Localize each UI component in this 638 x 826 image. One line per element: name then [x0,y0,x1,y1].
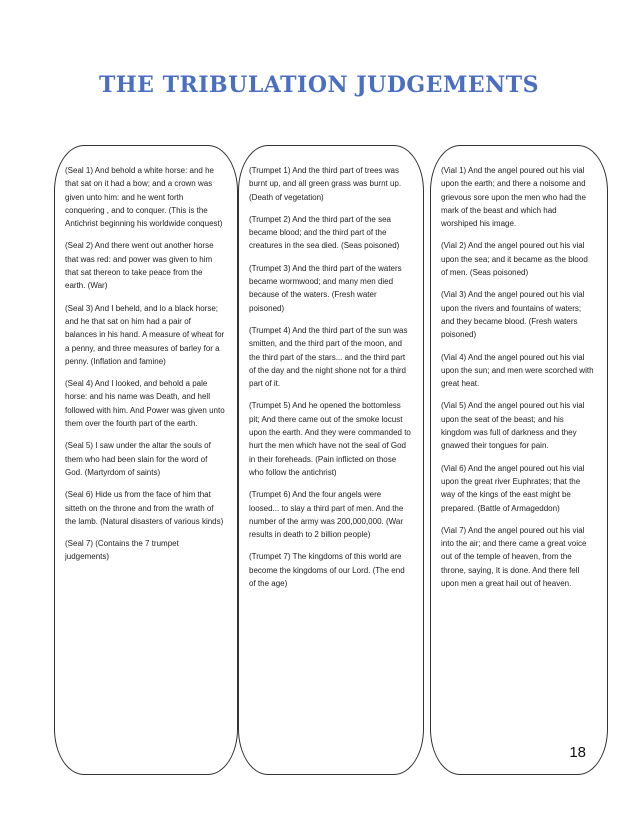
page-number: 18 [569,744,586,761]
seal-judgements-scroll [54,145,238,775]
seal-7-paragraph: (Seal 7) (Contains the 7 trumpet judgements) [65,539,179,562]
vial-7-paragraph: (Vial 7) And the angel poured out his vial into the air; and there came a great voice out of the temple of heaven, from the throne, saying, It is done. And there fell upon men a great hail out of heaven. [441,525,587,589]
vial-5-paragraph: (Vial 5) And the angel poured out his vial upon the seat of the beast; and his kingdom was full of darkness and they gnawed their tongues for pain. [441,401,585,451]
vial-2-paragraph: (Vial 2) And the angel poured out his vial upon the sea; and it became as the blood of men. (Seas poisoned) [441,241,588,278]
seal-4-paragraph: (Seal 4) And I looked, and behold a pale horse: and his name was Death, and hell followed with him. And Power was given unto them over the fourth part of the earth. [65,379,225,429]
trumpet-1-paragraph: (Trumpet 1) And the third part of trees was burnt up, and all green grass was burnt up. (Death of vegetation) [249,166,402,202]
seal-6-paragraph: (Seal 6) Hide us from the face of him that sitteth on the throne and from the wrath of the lamb. (Natural disasters of various kinds) [65,490,224,526]
trumpet-4-paragraph: (Trumpet 4) And the third part of the sun was smitten, and the third part of the moon, and the third part of the stars... and the third part of the day and the night shone not for a third part of it. [249,325,408,389]
trumpet-6-paragraph: (Trumpet 6) And the four angels were loosed... to slay a third part of men. And the number of the army was 200,000,000. (War results in death to 2 billion people) [249,490,404,540]
vial-1-paragraph: (Vial 1) And the angel poured out his vial upon the earth; and there a noisome and grievous sore upon the men who had the mark of the beast and which had worshiped his image. [441,166,586,229]
trumpet-7-paragraph: (Trumpet 7) The kingdoms of this world are become the kingdoms of our Lord. (The end of the age) [249,552,405,589]
seal-2-paragraph: (Seal 2) And there went out another horse that was red: and power was given to him that sat thereon to take peace from the earth. (War) [65,241,214,291]
trumpet-judgements-scroll [238,145,424,775]
seal-3-paragraph: (Seal 3) And I beheld, and lo a black horse; and he that sat on him had a pair of balances in his hand. A measure of wheat for a penny, and three measures of barley for a penny. (Inflation and famine) [65,303,225,366]
trumpet-3-paragraph: (Trumpet 3) And the third part of the waters became wormwood; and many men died because of the waters. (Fresh water poisoned) [249,263,402,313]
page-title: THE TRIBULATION JUDGEMENTS [99,72,539,98]
vial-judgements-scroll [430,145,608,775]
vial-6-paragraph: (Vial 6) And the angel poured out his vial upon the great river Euphrates; that the way of the kings of the east might be prepared. (Battle of Armageddon) [441,463,585,513]
trumpet-2-paragraph: (Trumpet 2) And the third part of the sea became blood; and the third part of the creatures in the sea died. (Seas poisoned) [249,214,400,251]
seal-1-paragraph: (Seal 1) And behold a white horse: and he that sat on it had a bow; and a crown was given unto him: and he went forth conquering , and to conquer. (This is the Antichrist beginning his worldwide conquest) [65,166,223,229]
seal-5-paragraph: (Seal 5) I saw under the altar the souls of them who had been slain for the word of God. (Martyrdom of saints) [65,441,211,477]
vial-3-paragraph: (Vial 3) And the angel poured out his vial upon the rivers and fountains of waters; and they became blood. (Fresh waters poisoned) [441,290,585,340]
trumpet-5-paragraph: (Trumpet 5) And he opened the bottomless pit; And there came out of the smoke locust upon the earth. And they were commanded to hurt the men which have not the seal of God in their foreheads. (Pain inflicted on those who follow the antichrist) [249,401,411,477]
vial-4-paragraph: (Vial 4) And the angel poured out his vial upon the sun; and men were scorched with great heat. [441,352,594,389]
